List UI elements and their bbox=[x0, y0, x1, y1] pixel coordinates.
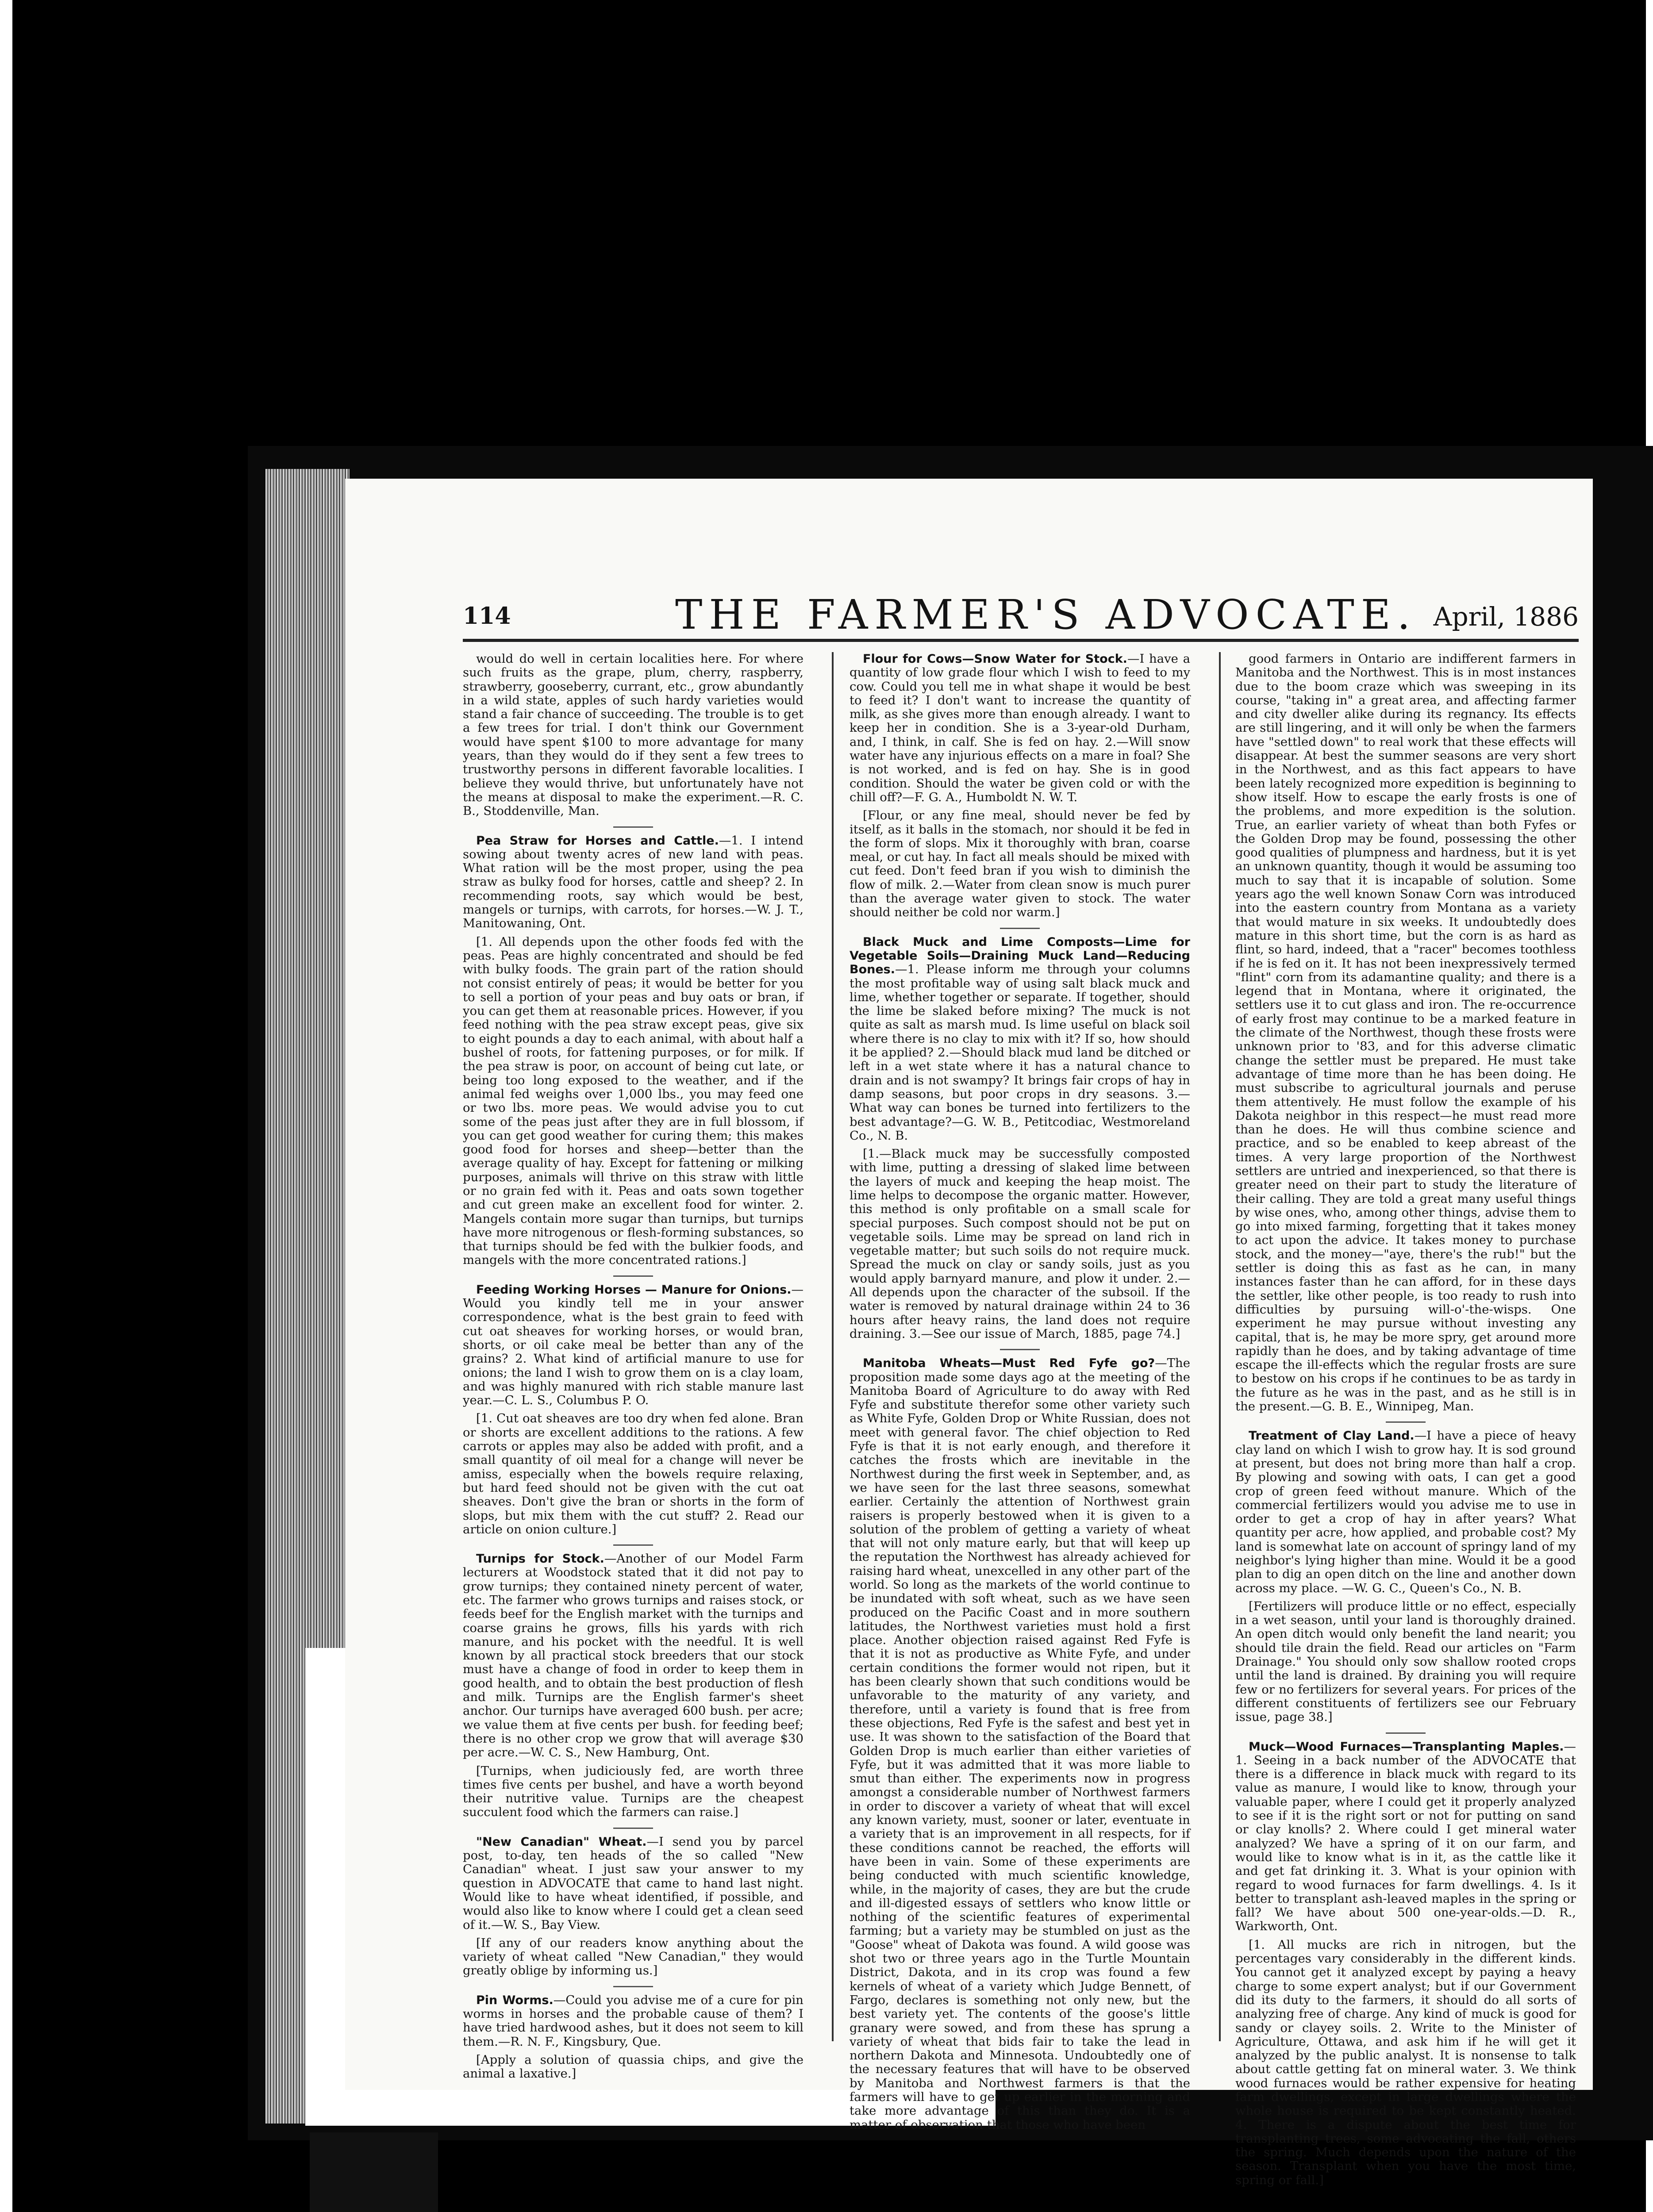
book-spine bbox=[310, 2132, 438, 2212]
article-headline: "New Canadian" Wheat. bbox=[476, 1835, 647, 1849]
article-divider bbox=[1000, 928, 1040, 929]
article-question bbox=[850, 1356, 1190, 2132]
editor-answer: [Apply a solution of quassia chips, and give the animal a laxative.] bbox=[463, 2052, 803, 2081]
article-divider bbox=[1386, 1732, 1426, 1734]
article-headline: Pea Straw for Horses and Cattle. bbox=[476, 833, 719, 848]
article-question bbox=[1235, 652, 1576, 1413]
newspaper-page bbox=[345, 479, 1593, 2187]
article bbox=[463, 1552, 803, 1820]
article-question bbox=[850, 935, 1190, 1143]
editor-answer: [Flour, or any fine meal, should never be fed by itself, as it balls in the stomach, nor should it be fed in the form of slops. Mix it thoroughly with bran, coarse meal, or cut hay. In fact all meals should be mixed with cut feed. Don't feed bran if you wish to diminish the flow of milk. 2.—Water from clean snow is much purer than the average water given to stock. The water should neither be cold nor warm.] bbox=[850, 808, 1190, 920]
article-question bbox=[463, 652, 803, 818]
article-body: —I send you by parcel post, to-day, ten heads of the so called "New Canadian" wheat. I just saw your answer to my question in ADVOCATE that came to hand last night. Would like to have wheat identified, if possible, and would also like to know where I could get a clean seed of it.—W. S., Bay View. bbox=[463, 1834, 804, 1932]
article-body: —Would you kindly tell me in your answer correspondence, what is the best grain to feed with cut oat sheaves for working horses, or would bran, shorts, or oil cake meal be better than any of the grains? 2. What kind of artificial manure to use for onions; the land I wish to grow them on is a clay loam, and was highly manured with rich stable manure last year.—C. L. S., Columbus P. O. bbox=[463, 1282, 803, 1408]
article bbox=[463, 652, 803, 818]
article-headline: Feeding Working Horses — Manure for Onions. bbox=[476, 1283, 792, 1297]
article bbox=[850, 652, 1190, 920]
article-body: —The proposition made some days ago at the meeting of the Manitoba Board of Agriculture to do away with Red Fyfe and substitute therefor some other variety such as White Fyfe, Golden Drop or White Russian, does not meet with general favor. The chief objection to Red Fyfe is that it is not early enough, and therefore it catches the frosts which are inevitable in the Northwest during the first week in September, and, as we have seen for the last three seasons, somewhat earlier. Certainly the attention of Northwest grain raisers is properly bestowed when it is given to a solution of the problem of getting a variety of wheat that will not only mature early, but that will keep up the reputation the Northwest has already achieved for raising hard wheat, unexcelled in any other part of the world. So long as the markets of the world continue to be inundated with soft wheat, such as we have seen produced on the Pacific Coast and in more southern latitudes, the Northwest varieties must hold a first place. Another objection raised against Red Fyfe is that it is not as productive as White Fyfe, and under certain conditions the former would not ripen, but it has been clearly shown that such conditions would be unfavorable to the maturity of any variety, and therefore, until a variety is found that is free from these objections, Red Fyfe is the safest and best yet in use. It was shown to the satisfaction of the Board that Golden Drop is much earlier than either varieties of Fyfe, but it was admitted that it was more liable to smut than either. The experiments now in progress amongst a considerable number of Northwest farmers in order to discover a variety of wheat that will excel any known variety, must, sooner or later, eventuate in a variety that is an improvement in all respects, for if these conditions cannot be reached, the efforts will have been in vain. Some of these experiments are being conducted with much scientific knowledge, while, in the majority of cases, they are but the crude and ill-digested essays of settlers who know little or nothing of the scientific features of experimental farming; but a variety may be stumbled on just as the "Goose" wheat of Dakota was found. A wild goose was shot two or three years ago in the Turtle Mountain District, Dakota, and in its crop was found a few kernels of wheat of a variety which Judge Bennett, of Fargo, declares is something not only new, but the best variety yet. The contents of the goose's little granary were sowed, and from these has sprung a variety of wheat that bids fair to take the lead in northern Dakota and Minnesota. Undoubtedly one of the necessary features that will have to be observed by Manitoba and Northwest farmers is that the farmers will have to get up earlier in the morning and take more advantage of this than they do. It is a matter of observation that those who have been bbox=[850, 1356, 1190, 2132]
article-divider bbox=[1386, 1421, 1426, 1423]
article bbox=[850, 935, 1190, 1341]
article-question bbox=[1235, 1429, 1576, 1595]
article-divider bbox=[613, 1828, 653, 1829]
article-question bbox=[463, 834, 803, 931]
column-divider bbox=[1219, 652, 1221, 2041]
issue-date: April, 1886 bbox=[1433, 602, 1579, 632]
column-divider bbox=[832, 652, 834, 2041]
article-body: —1. I intend sowing about twenty acres of new land with peas. What ration will be the most proper, using the pea straw as bulky food for horses, cattle and sheep? 2. In recommending roots, say which would be best, mangels or turnips, with carrots, for horses.—W. J. T., Manitowaning, Ont. bbox=[463, 833, 804, 931]
article-headline: Flour for Cows—Snow Water for Stock. bbox=[863, 652, 1127, 666]
scan-border-left bbox=[0, 0, 12, 2212]
editor-answer: [1.—Black muck may be successfully composted with lime, putting a dressing of slaked lime between the layers of muck and keeping the heap moist. The lime helps to decompose the organic matter. However, this method is only profitable on a small scale for special purposes. Such compost should not be put on vegetable soils. Lime may be spread on land rich in vegetable matter; but such soils do not require muck. Spread the muck on clay or sandy soils, just as you would apply barnyard manure, and plow it under. 2.—All depends upon the character of the subsoil. If the water is removed by natural drainage within 24 to 36 hours after heavy rains, the land does not require draining. 3.—See our issue of March, 1885, page 74.] bbox=[850, 1147, 1190, 1341]
article-question bbox=[1235, 1740, 1576, 1934]
article-question bbox=[463, 1283, 803, 1408]
editor-answer: [1. All mucks are rich in nitrogen, but the percentages vary considerably in the different kinds. You cannot get it analyzed except by paying a heavy charge to some expert analyst; but if our Government did its duty to the farmers, it should do all sorts of analyzing free of charge. Any kind of muck is good for sandy or clayey soils. 2. Write to the Minister of Agriculture, Ottawa, and ask him if he will get it analyzed by the public analyst. It is nonsense to talk about cattle getting fat on mineral water. 3. We think wood furnaces would be rather expensive for heating farm dwellings, except in large dwellings where the whole house is required to be kept constantly heated. 4. There is a dispute about the best time for transplanting trees, some advocating the fall, others the spring. Much depends upon the nature of the season. Transplant when you have the most time, spring or fall.] bbox=[1235, 1937, 1576, 2187]
editor-answer: [Turnips, when judiciously fed, are worth three times five cents per bushel, and have a worth beyond their nutritive value. Turnips are the cheapest succulent food which the farmers can raise.] bbox=[463, 1763, 803, 1820]
article-body: —I have a piece of heavy clay land on which I wish to grow hay. It is sod ground at present, but does not bring more than half a crop. By plowing and sowing with oats, I can get a good crop of green feed without manure. Which of the commercial fertilizers would you advise me to use in order to get a crop of hay in after years? What quantity per acre, how applied, and probable cost? My land is somewhat late on account of springy land of my neighbor's lying higher than mine. Would it be a good plan to dig an open ditch on the line and another down across my place. —W. G. C., Queen's Co., N. B. bbox=[1235, 1429, 1576, 1595]
article-body: —Could you advise me of a cure for pin worms in horses and the probable cause of them? I have tried hardwood ashes, but it does not seem to kill them.—R. N. F., Kingsbury, Que. bbox=[463, 1993, 803, 2049]
article bbox=[1235, 1740, 1576, 2188]
article-divider bbox=[1000, 1349, 1040, 1350]
masthead-title: THE FARMER'S ADVOCATE. bbox=[675, 591, 1417, 638]
article-question bbox=[463, 1835, 803, 1932]
column-middle bbox=[850, 652, 1190, 2132]
article-body: would do well in certain localities here. For where such fruits as the grape, plum, cherry, raspberry, strawberry, gooseberry, currant, etc., grow abundantly in a wild state, apples of such hardy varieties would stand a fair chance of succeeding. The trouble is to get a few trees for trial. I don't think our Government would have spent $100 to more advantage for many years, than they would do if they sent a few trees to trustworthy persons in different favorable localities. I believe they would thrive, but unfortunately have not the means at disposal to make the experiment.—R. C. B., Stoddenville, Man. bbox=[463, 652, 803, 818]
column-left bbox=[463, 652, 804, 2081]
header-rule bbox=[463, 639, 1579, 642]
article-body: —1. Seeing in a back number of the ADVOCATE that there is a difference in black muck with regard to its value as manure, I would like to know, through your valuable paper, where I could get it properly analyzed to see if it is the right sort or not for putting on sand or clay knolls? 2. Where could I get mineral water analyzed? We have a spring of it on our farm, and would like to know what is in it, as the cattle like it and get fat drinking it. 3. What is your opinion with regard to wood furnaces for farm dwellings. 4. Is it better to transplant ash-leaved maples in the spring or fall? We have about 500 one-year-olds.—D. R., Warkworth, Ont. bbox=[1235, 1739, 1576, 1934]
article-divider bbox=[613, 1275, 653, 1277]
article-question bbox=[463, 1552, 803, 1759]
article-divider bbox=[613, 826, 653, 828]
article-headline: Manitoba Wheats—Must Red Fyfe go? bbox=[863, 1356, 1155, 1371]
article-headline: Black Muck and Lime Composts—Lime for Vegetable Soils—Draining Muck Land—Reducing Bones. bbox=[850, 935, 1190, 977]
article bbox=[1235, 1429, 1576, 1724]
article-headline: Turnips for Stock. bbox=[476, 1552, 604, 1566]
article-headline: Treatment of Clay Land. bbox=[1249, 1429, 1415, 1443]
editor-answer: [Fertilizers will produce little or no effect, especially in a wet season, until your land is thoroughly drained. An open ditch would only benefit the land nearit; you should tile drain the field. Read our articles on "Farm Drainage." You should only sow shallow rooted crops until the land is drained. By draining you will require few or no fertilizers for several years. For prices of the different constituents of fertilizers see our February issue, page 38.] bbox=[1235, 1599, 1576, 1724]
article-divider bbox=[613, 1986, 653, 1987]
article-body: —1. Please inform me through your columns the most profitable way of using salt black muck and lime, whether together or separate. If together, should the lime be slaked before mixing? The muck is not quite as salt as marsh mud. Is lime useful on black soil where there is no clay to mix with it? If so, how should it be applied? 2.—Should black mud land be ditched or left in a wet state where it has a natural chance to drain and is not swampy? It brings fair crops of hay in damp seasons, but poor crops in dry seasons. 3.—What way can bones be turned into fertilizers to the best advantage?—G. W. B., Petitcodiac, Westmoreland Co., N. B. bbox=[850, 962, 1190, 1143]
article bbox=[1235, 652, 1576, 1413]
article-question bbox=[463, 1993, 803, 2049]
article-body: —I have a quantity of low grade flour which I wish to feed to my cow. Could you tell me in what shape it would be best to feed it? I don't want to increase the quantity of milk, as she gives more than enough already. I want to keep her in condition. She is a 3-year-old Durham, and, I think, in calf. She is fed on hay. 2.—Will snow water have any injurious effects on a mare in foal? She is not worked, and is fed on hay. She is in good condition. Should the water be given cold or with the chill off?—F. G. A., Humboldt N. W. T. bbox=[850, 652, 1190, 804]
column-right bbox=[1235, 652, 1576, 2187]
editor-answer: [1. Cut oat sheaves are too dry when fed alone. Bran or shorts are excellent additions to the rations. A few carrots or apples may also be added with profit, and a small quantity of oil meal for a change will never be amiss, especially when the bowels require relaxing, but hard feed should not be given with the cut oat sheaves. Don't give the bran or shorts in the form of slops, but mix them with the cut stuff? 2. Read our article on onion culture.] bbox=[463, 1411, 803, 1536]
article-headline: Pin Worms. bbox=[476, 1993, 554, 2007]
article bbox=[463, 1993, 803, 2081]
editor-answer: [1. All depends upon the other foods fed with the peas. Peas are highly concentrated and should be fed with bulky foods. The grain part of the ration should not consist entirely of peas; it would be better for you to sell a portion of your peas and buy oats or bran, if you can get them at reasonable prices. However, if you feed nothing with the pea straw except peas, give six to eight pounds a day to each animal, with about half a bushel of roots, for fattening purposes, or for milk. If the pea straw is poor, on account of being cut late, or being too long exposed to the weather, and if the animal fed weighs over 1,000 lbs., you may feed one or two lbs. more peas. We would advise you to cut some of the peas just after they are in full blossom, if you can get good weather for curing them; this makes good food for horses and sheep—better than the average quality of hay. Except for fattening or milking purposes, animals will thrive on this straw with little or no grain fed with it. Peas and oats sown together and cut green make an excellent food for winter. 2. Mangels contain more sugar than turnips, but turnips have more nitrogenous or flesh-forming substances, so that turnips should be fed with the bulkier foods, and mangels with the more concentrated rations.] bbox=[463, 934, 803, 1267]
article bbox=[463, 1283, 803, 1536]
article-body: good farmers in Ontario are indifferent farmers in Manitoba and the Northwest. This is in most instances due to the boom craze which was sweeping in its course, "taking in" a great area, and affecting farmer and city dweller alike during its regnancy. Its effects are still lingering, and it will only be when the farmers have "settled down" to real work that these effects will disappear. At best the summer seasons are very short in the Northwest, and as this fact appears to have been lately recognized more expedition is beginning to show itself. How to escape the early frosts is one of the problems, and more expedition is the solution. True, an earlier variety of wheat than both Fyfes or the Golden Drop may be found, possessing the other good qualities of plumpness and hardness, but it is yet an unknown quantity, though it would be assuming too much to say that it is incapable of solution. Some years ago the well known Sonaw Corn was introduced into the eastern country from Montana as a variety that would mature in six weeks. It undoubtedly does mature in this short time, but the corn is as hard as flint, so hard, indeed, that a "racer" becomes toothless if he is fed on it. It has not been inexpressively termed "flint" corn from its adamantine quality; and there is a legend that in Montana, where it originated, the settlers use it to cut glass and iron. The re-occurrence of early frost may continue to be a marked feature in the climate of the Northwest, though these frosts were unknown prior to '83, and for this adverse climatic change the settler must be prepared. He must take advantage of time more than he has been doing. He must subscribe to agricultural journals and peruse them attentively. He must follow the example of his Dakota neighbor in this respect—he must read more than he does. He will thus combine science and practice, and so be enabled to keep abreast of the times. A very large proportion of the Northwest settlers are untried and inexperienced, so that there is greater need on their part to study the literature of their calling. They are told a great many useful things by wise ones, who, among other things, advise them to go into mixed farming, forgetting that it takes money to act upon the advice. It takes money to purchase stock, and the money—"aye, there's the rub!" but the settler is doing this as fast as he can, in many instances faster than he can afford, for in these days the settler, like other people, is too ready to rush into difficulties by pursuing will-o'-the-wisps. One experiment he may pursue without investing any capital, that is, he may be more spry, get around more rapidly than he does, and by taking advantage of time escape the ill-effects which the regular frosts are sure to bestow on his crops if he continues to be as tardy in the future as he was in the past, and as he still is in the present.—G. B. E., Winnipeg, Man. bbox=[1235, 652, 1576, 1414]
article bbox=[463, 1835, 803, 1978]
article bbox=[463, 834, 803, 1267]
page-number: 114 bbox=[463, 603, 511, 630]
editor-answer: [If any of our readers know anything about the variety of wheat called "New Canadian," they would greatly oblige by informing us.] bbox=[463, 1936, 803, 1978]
article bbox=[850, 1356, 1190, 2132]
page-header bbox=[463, 588, 1579, 637]
article-headline: Muck—Wood Furnaces—Transplanting Maples. bbox=[1249, 1740, 1564, 1754]
article-question bbox=[850, 652, 1190, 804]
article-divider bbox=[613, 1544, 653, 1546]
article-body: —Another of our Model Farm lecturers at Woodstock stated that it did not pay to grow turnips; they contained ninety percent of water, etc. The farmer who grows turnips and raises stock, or feeds beef for the English market with the turnips and coarse grains he grows, fills his yards with rich manure, and his pocket with the needful. It is well known by all practical stock breeders that our stock must have a change of food in order to keep them in good health, and to obtain the best production of flesh and milk. Turnips are the English farmer's sheet anchor. Our turnips have averaged 600 bush. per acre; we value them at five cents per bush. for feeding beef; there is no other crop we grow that will average $30 per acre.—W. C. S., New Hamburg, Ont. bbox=[463, 1551, 803, 1760]
